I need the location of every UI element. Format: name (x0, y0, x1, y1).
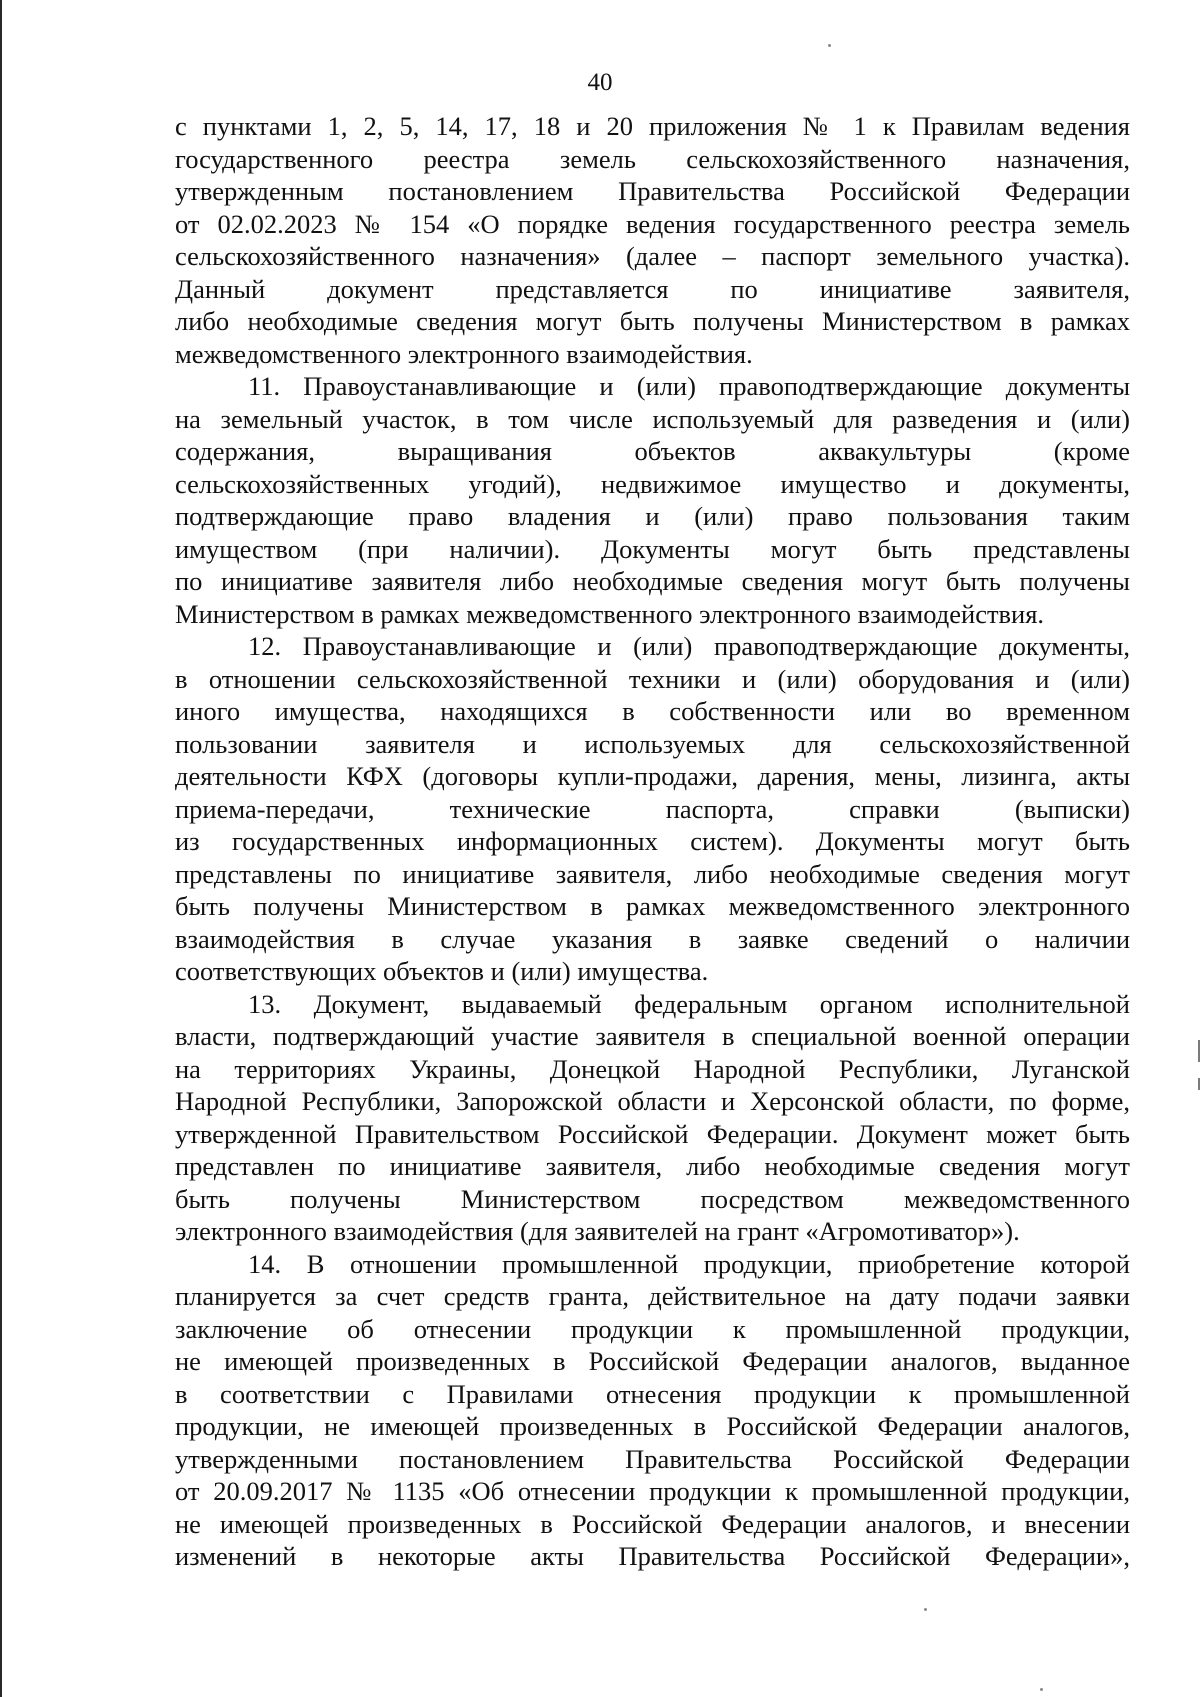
text-line: на земельный участок, в том числе используемый для разведения и (или) (175, 403, 1130, 434)
text-line: в отношении сельскохозяйственной техники и (или) оборудования и (или) (175, 663, 1130, 694)
text-line: утвержденными постановлением Правительства Российской Федерации (175, 1443, 1130, 1474)
text-line: из государственных информационных систем). Документы могут быть (175, 826, 1130, 856)
paragraph-13 (175, 988, 1130, 1248)
text-line: электронного взаимодействия (для заявителей на грант «Агромотиватор»). (175, 1216, 1020, 1246)
text-line: планируется за счет средств гранта, действительное на дату подачи заявки (175, 1281, 1130, 1311)
scan-edge (0, 0, 2, 1697)
text-line: Министерством в рамках межведомственного электронного взаимодействия. (175, 598, 1045, 629)
text-line: сельскохозяйственного назначения» (далее – паспорт земельного участка). (175, 241, 1130, 271)
page-number: 40 (587, 69, 613, 96)
text-line: по инициативе заявителя либо необходимые сведения могут быть получены (175, 566, 1130, 596)
text-line: с пунктами 1, 2, 5, 14, 17, 18 и 20 приложения № 1 к Правилам ведения (175, 111, 1130, 141)
text-line: соответствующих объектов и (или) имущества. (175, 956, 709, 986)
paragraph-11 (175, 370, 1130, 630)
text-line: деятельности КФХ (договоры купли-продажи, дарения, мены, лизинга, акты (175, 761, 1130, 791)
document-body (175, 110, 1130, 1573)
text-line: представлен по инициативе заявителя, либо необходимые сведения могут (175, 1151, 1130, 1181)
text-line: от 02.02.2023 № 154 «О порядке ведения государственного реестра земель (175, 208, 1130, 239)
text-line: 14. В отношении промышленной продукции, приобретение которой (248, 1248, 1130, 1279)
scan-speck (828, 44, 831, 47)
text-line: быть получены Министерством в рамках межведомственного электронного (175, 891, 1130, 921)
text-line: 11. Правоустанавливающие и (или) правоподтверждающие документы (248, 371, 1130, 401)
text-line: подтверждающие право владения и (или) право пользования таким (175, 501, 1130, 531)
text-line: сельскохозяйственных угодий), недвижимое имущество и документы, (175, 468, 1130, 499)
text-line: не имеющей произведенных в Российской Федерации аналогов, и внесении (175, 1508, 1130, 1539)
text-line: 13. Документ, выдаваемый федеральным органом исполнительной (248, 988, 1130, 1019)
text-line: в соответствии с Правилами отнесения продукции к промышленной (175, 1378, 1130, 1409)
text-line: государственного реестра земель сельскохозяйственного назначения, (175, 143, 1130, 174)
text-line: Народной Республики, Запорожской области и Херсонской области, по форме, (175, 1086, 1130, 1116)
text-line: изменений в некоторые акты Правительства Российской Федерации», (175, 1541, 1130, 1571)
text-line: содержания, выращивания объектов аквакультуры (кроме (175, 436, 1130, 466)
text-line: пользовании заявителя и используемых для сельскохозяйственной (175, 728, 1130, 759)
text-line: приема-передачи, технические паспорта, справки (выписки) (175, 793, 1130, 824)
text-line: заключение об отнесении продукции к промышленной продукции, (175, 1313, 1130, 1344)
paragraph-10-continuation (175, 110, 1130, 370)
paragraph-12 (175, 630, 1130, 988)
text-line: власти, подтверждающий участие заявителя в специальной военной операции (175, 1021, 1130, 1051)
scan-speck (1040, 1688, 1043, 1691)
text-line: межведомственного электронного взаимодействия. (175, 338, 753, 369)
text-line: на территориях Украины, Донецкой Народной Республики, Луганской (175, 1053, 1130, 1084)
text-line: 12. Правоустанавливающие и (или) правоподтверждающие документы, (248, 631, 1130, 661)
text-line: не имеющей произведенных в Российской Федерации аналогов, выданное (175, 1346, 1130, 1376)
text-line: представлены по инициативе заявителя, либо необходимые сведения могут (175, 858, 1130, 889)
text-line: утвержденной Правительством Российской Федерации. Документ может быть (175, 1118, 1130, 1149)
scan-speck (924, 1608, 927, 1611)
paragraph-14 (175, 1248, 1130, 1573)
text-line: быть получены Министерством посредством межведомственного (175, 1183, 1130, 1214)
text-line: либо необходимые сведения могут быть получены Министерством в рамках (175, 306, 1130, 336)
text-line: Данный документ представляется по инициативе заявителя, (175, 273, 1130, 304)
text-line: иного имущества, находящихся в собственности или во временном (175, 696, 1130, 726)
text-line: утвержденным постановлением Правительства Российской Федерации (175, 176, 1130, 206)
text-line: продукции, не имеющей произведенных в Российской Федерации аналогов, (175, 1411, 1130, 1441)
text-line: взаимодействия в случае указания в заявке сведений о наличии (175, 923, 1130, 954)
text-line: имуществом (при наличии). Документы могут быть представлены (175, 533, 1130, 564)
text-line: от 20.09.2017 № 1135 «Об отнесении продукции к промышленной продукции, (175, 1476, 1130, 1506)
